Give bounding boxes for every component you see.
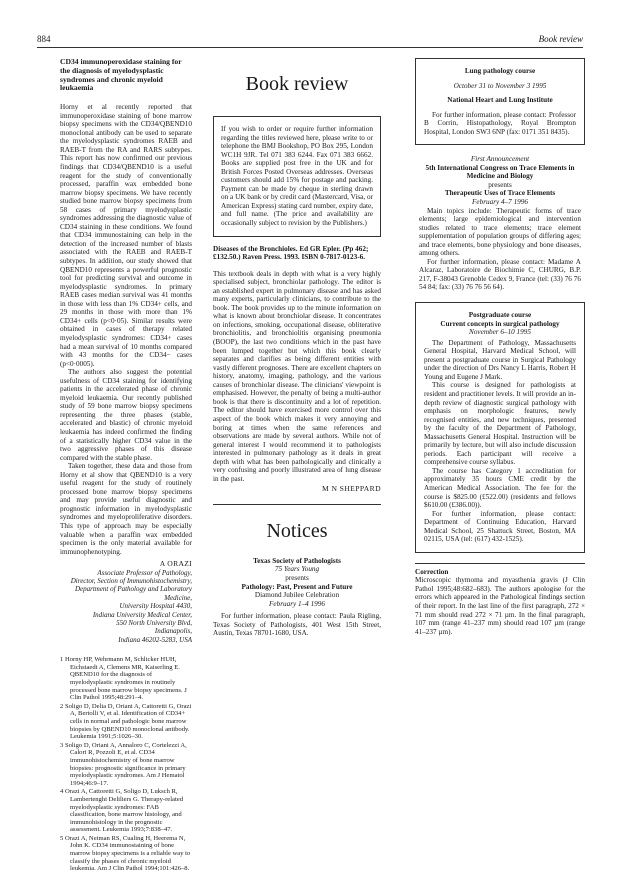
notice-subtitle: 75 Years Young: [274, 565, 320, 574]
trace-contact: For further information, please contact: Madame A Alcaraz, Laboratoire de Biochimie C, CHURG, B.P. 217, F-38043 Grenoble Cedex 9, France (tel: (33) 76 76 54 84; fax: (33) 76 76 56 64).: [419, 257, 581, 292]
postgrad-label: Postgraduate course: [468, 311, 532, 320]
postgrad-dates: November 6–10 1995: [469, 328, 531, 337]
lung-course-contact: For further information, please contact: Professor B Corrin, Histopathology, Royal Brompton Hospital, London SW3 6NP (fax: 0171 351 8435).: [424, 110, 576, 136]
texas-notice: [213, 557, 381, 638]
lung-course-box: [415, 58, 585, 145]
lung-course-dates: October 31 to November 3 1995: [453, 81, 547, 90]
author-name: A ORAZI: [159, 559, 192, 569]
notice-celebration: Diamond Jubilee Celebration: [254, 591, 340, 600]
review-column: [213, 58, 381, 638]
correction-text: Microscopic thymoma and myasthenia gravis (J Clin Pathol 1995;48:682–683). The authors apologise for the errors which appeared in the Pathological findings section of their report. In the last line of the first paragraph, 272 × 71 mm should read 272 × 71 µm. In the final paragraph, 107 mm (range 41–237 mm) should read 107 µm (range 41–237 µm).: [415, 576, 585, 636]
correction-notice: [415, 563, 585, 636]
postgrad-paragraph: The Department of Pathology, Massachusetts General Hospital, Harvard Medical School, will present a postgraduate course in Surgical Pathology under the direction of Drs Nancy L Harris, Robert H Young and Eugene J Mark.: [424, 338, 576, 381]
reference-item: 2 Soligo D, Delia D, Oriani A, Cattoretti G, Orazi A, Bertolli V, et al. Identification of CD34+ cells in normal and pathologic bone marrow biopsies by QBEND10 monoclonal antibody. Leukemia 1991;5:1026–30.: [60, 702, 192, 741]
letter-signature: [60, 560, 192, 644]
postgrad-title: Current concepts in surgical pathology: [440, 319, 560, 328]
affiliation-line: University Hospital 4430,: [119, 602, 192, 611]
notice-event: Pathology: Past, Present and Future: [241, 582, 353, 591]
reference-item: 1 Horny HP, Wehrmann M, Schlicker HUH, Eichstaedt A, Clemens MR, Kaiserling E. QBEND10 for the diagnosis of myelodysplastic syndromes in routinely processed bone marrow biopsy specimens. J Clin Pathol 1995;48:291–4.: [60, 656, 187, 702]
review-body: [213, 270, 381, 484]
postgrad-paragraph: For further information, please contact: Department of Continuing Education, Harvard Medical School, 25 Shattuck Street, Boston, MA 02115, USA (tel: (617) 432-1525).: [424, 509, 576, 544]
order-info-box: If you wish to order or require further information regarding the titles reviewed here, please write to or telephone the BMJ Bookshop, PO Box 295, London WC1H 9JR. Tel 071 383 6244. Fax 071 383 6662. Books are supplied post free in the UK and for British Forces Posted Overseas addresses. Overseas customers should add 15% for postage and packing. Payment can be made by cheque in sterling drawn on a UK bank or by credit card (Mastercard, Visa, or American Express) stating card number, expiry date, and full name. (The price and availability are occasionally subject to revision by the Publishers.): [213, 116, 381, 237]
notice-presents: presents: [285, 573, 309, 582]
notices-heading: Notices: [266, 519, 328, 542]
letter-column: [60, 58, 192, 874]
letter-paragraph: Taken together, these data and those from Horny et al show that QBEND10 is a very useful reagent for the study of routinely processed bone marrow biopsy specimens and may provide useful diagnostic and prognostic information in myelodysplastic syndromes and myeloproliferative disorders. This type of approach may be especially valuable when a paraffin wax embedded specimen is the only material available for immunophenotyping.: [60, 462, 192, 556]
postgraduate-course-box: [415, 302, 585, 553]
notices-divider: [213, 504, 381, 505]
running-title: Book review: [538, 34, 583, 44]
trace-elements-notice: [415, 155, 585, 292]
letter-paragraph: The authors also suggest the potential usefulness of CD34 staining for identifying patients in the accelerated phase of chronic myeloid leukaemia. Our recently published study of 59 bone marrow biopsy specimens representing the three phases (stable, accelerated and blastic) of chronic myeloid leukaemia has indeed confirmed the finding of a statistically higher CD34 value in the two aggressive phases of this disease compared with the stable phase.: [60, 368, 192, 462]
reference-item: 3 Soligo D, Oriani A, Annaloro C, Cortelezzi A, Calori R, Pozzoli E, et al. CD34 immunohistochemistry of bone marrow biopsies: prognostic significance in primary myelodysplastic syndromes. Am J Hematol 1994;46:9–17.: [60, 741, 187, 787]
correction-title: Correction: [415, 563, 585, 577]
trace-presents: presents: [488, 180, 512, 189]
affiliation-line: Indiana 46202-5283, USA: [118, 635, 192, 644]
trace-announcement: First Announcement: [470, 155, 530, 164]
reviewer-name: M N SHEPPARD: [322, 484, 381, 494]
postgrad-paragraph: The course has Category 1 accreditation for approximately 35 hours CME credit by the American Medical Association. The fee for the course is $825.00 (£522.00) (residents and fellows $610.00 (£386.00)).: [424, 466, 576, 510]
lung-course-title: Lung pathology course: [464, 67, 536, 75]
header-rule: [37, 47, 583, 48]
book-citation: Diseases of the Bronchioles. Ed GR Epler. (Pp 462; £132.50.) Raven Press. 1993. ISBN 0-7817-0123-6.: [213, 244, 369, 262]
affiliation-line: Indianapolis,: [154, 627, 192, 636]
affiliation-line: 550 North University Blvd,: [116, 619, 192, 628]
affiliation-line: Director, Section of Immunohistochemistry,: [70, 576, 192, 585]
review-paragraph: This textbook deals in depth with what is a very highly specialised subject, bronchiolar pathology. The editor is an established expert in pulmonary disease and has asked many experts, particularly clinicians, to contribute to the book. The book provides up to the minute information on what is known about bronchiolar disease. It concentrates on infections, smoking, occupational disease, obliterative bronchiolitis, and bronchiolitis organising pneumonia (BOOP), the last two conditions which in the past have been lumped together but which this book clearly separates and clarifies as being different entities with vastly different prognoses. There are excellent chapters on history, anatomy, imaging, pathology, and the various causes of bronchiolar disease. The clinicians' viewpoint is emphasised. However, the penalty of being a multi-author book is that there is discontinuity and a lot of repetition. The editor should have exercised more control over this aspect of the book which makes it very annoying and boring at times when the same references and observations are made by several authors. While not of general interest I would recommend it to pathologists interested in pulmonary pathology as it deals in great depth with what has been pathologically and clinically a very confusing and poorly illustrated area of lung disease in the past.: [213, 269, 381, 483]
lung-course-venue: National Heart and Lung Institute: [447, 96, 553, 105]
page-number: 884: [37, 34, 51, 44]
affiliation-line: Indiana University Medical Center,: [92, 610, 192, 619]
reference-item: 4 Orazi A, Cattoretti G, Soligo D, Luksch R, Lambertenghi Deliliers G. Therapy-related myelodysplastic syndromes: FAB classification, bone marrow histology, and immunohistology in the prognostic assessment. Leukemia 1993;7:838–47.: [60, 788, 184, 834]
postgrad-paragraph: This course is designed for pathologists at resident and practitioner levels. It will provide an in-depth review of diagnostic surgical pathology with emphasis on morphologic features, newly recognised entities, and new techniques, presented by the faculty of the Department of Pathology, Massachusetts General Hospital. Instruction will be primarily by lecture, but will also include discussion periods. Each participant will receive a comprehensive course syllabus.: [424, 381, 576, 467]
notice-organisation: Texas Society of Pathologists: [253, 556, 341, 565]
affiliation-line: Associate Professor of Pathology,: [97, 568, 192, 577]
trace-dates: February 4–7 1996: [472, 198, 528, 207]
trace-topics: Main topics include: Therapeutic forms of trace elements; large epidemiological and intervention studies related to trace elements; trace element supplementation of population groups of differing ages; and trace elements, bone physiology and bone diseases, among others.: [419, 206, 581, 258]
book-review-heading: Book review: [245, 73, 349, 95]
reference-list: [60, 656, 192, 873]
notice-dates: February 1–4 1996: [269, 599, 325, 608]
trace-event: Therapeutic Uses of Trace Elements: [444, 189, 556, 198]
letter-body: [60, 103, 192, 556]
notices-column: [415, 58, 585, 636]
reference-item: 5 Orazi A, Neiman RS, Cualing H, Heerema N, John K. CD34 immunostaining of bone marrow biopsy specimens is a reliable way to classify the phases of chronic myeloid leukemia. Am J Clin Pathol 1994;101:426–8.: [60, 834, 191, 873]
letter-paragraph: Horny et al recently reported that immunoperoxidase staining of bone marrow biopsy specimens with the CD34/QBEND10 monoclonal antibody can be used to separate the myelodysplastic syndromes RAEB and RAEB-T from the RA and RARS subtypes. This report has now confirmed our previous findings that CD34/QBEND10 is a useful reagent for the study of conventionally processed, paraffin wax embedded bone marrow biopsy specimens. We have recently studied bone marrow biopsy specimens from 58 cases of primary myelodysplastic syndromes addressing the diagnostic value of CD34 staining in these conditions. We found that CD34 immunostaining can help in the detection of the increased number of blasts associated with the RAEB and RAEB-T subtypes. In addition, our study showed that QBEND10 represents a powerful prognostic tool for predicting survival and outcome in myelodysplastic syndromes. In primary RAEB cases median survival was 41 months in those with less than 1% CD34+ cells, and 29 months in those with more than 1% CD34+ cells (p<0·05). Similar results were obtained in cases of therapy related myelodysplastic syndromes: CD34+ cases had a mean survival of 10 months compared with 43 months for the CD34− cases (p<0·0005).: [60, 103, 192, 368]
trace-congress: 5th International Congress on Trace Elements in Medicine and Biology: [425, 163, 575, 181]
notice-contact: For further information, please contact: Paula Rigling, Texas Society of Pathologists, 401 West 15th Street, Austin, Texas 78701-1680, USA.: [213, 612, 381, 638]
affiliation-line: Department of Pathology and Laboratory Medicine,: [74, 585, 192, 602]
letter-title: CD34 immunoperoxidase staining for the diagnosis of myelodysplastic syndromes and chronic myeloid leukaemia: [60, 57, 182, 93]
